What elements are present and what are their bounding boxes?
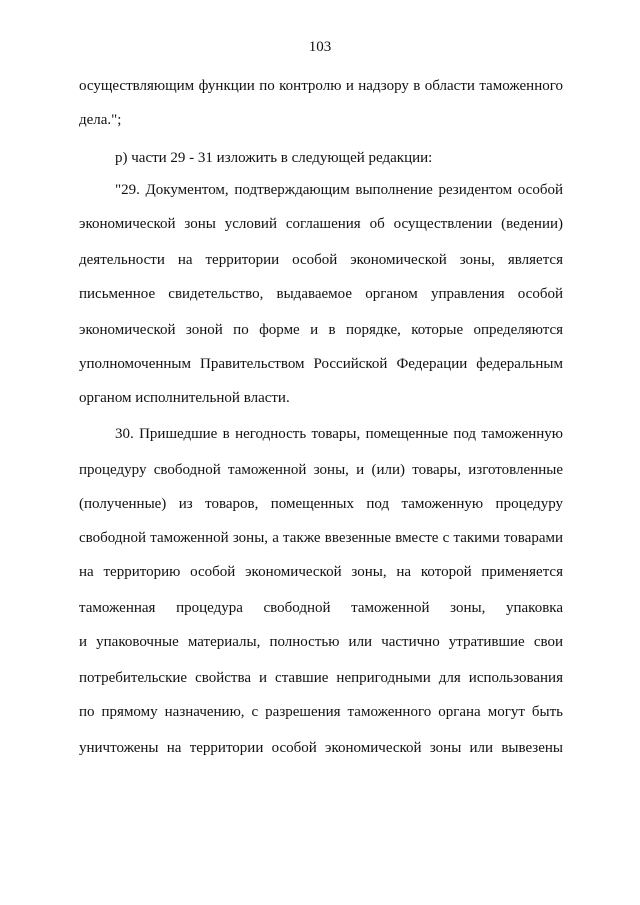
text-line: осуществляющим функции по контролю и надзору в области таможенного [79,78,563,94]
text-line: уничтожены на территории особой экономической зоны или вывезены [79,740,563,756]
text-line: деятельности на территории особой экономической зоны, является [79,252,563,268]
page-number: 103 [308,39,332,55]
text-line: на территорию особой экономической зоны, на которой применяется [79,564,563,580]
text-line: "29. Документом, подтверждающим выполнение резидентом особой [115,182,563,198]
text-line: свободной таможенной зоны, а также ввезенные вместе с такими товарами [79,530,563,546]
text-line: (полученные) из товаров, помещенных под таможенную процедуру [79,496,563,512]
text-line: 30. Пришедшие в негодность товары, помещенные под таможенную [115,426,563,442]
text-line: по прямому назначению, с разрешения таможенного органа могут быть [79,704,563,720]
text-line: р) части 29 - 31 изложить в следующей редакции: [115,150,433,166]
text-line: письменное свидетельство, выдаваемое органом управления особой [79,286,563,302]
text-line: органом исполнительной власти. [79,390,290,406]
text-line: процедуру свободной таможенной зоны, и (или) товары, изготовленные [79,462,563,478]
text-line: дела."; [79,112,122,128]
text-line: экономической зоны условий соглашения об осуществлении (ведении) [79,216,563,232]
text-line: и упаковочные материалы, полностью или частично утратившие свои [79,634,563,650]
text-line: потребительские свойства и ставшие непригодными для использования [79,670,563,686]
text-line: экономической зоной по форме и в порядке, которые определяются [79,322,563,338]
text-line: таможенная процедура свободной таможенной зоны, упаковка [79,600,563,616]
text-line: уполномоченным Правительством Российской Федерации федеральным [79,356,563,372]
